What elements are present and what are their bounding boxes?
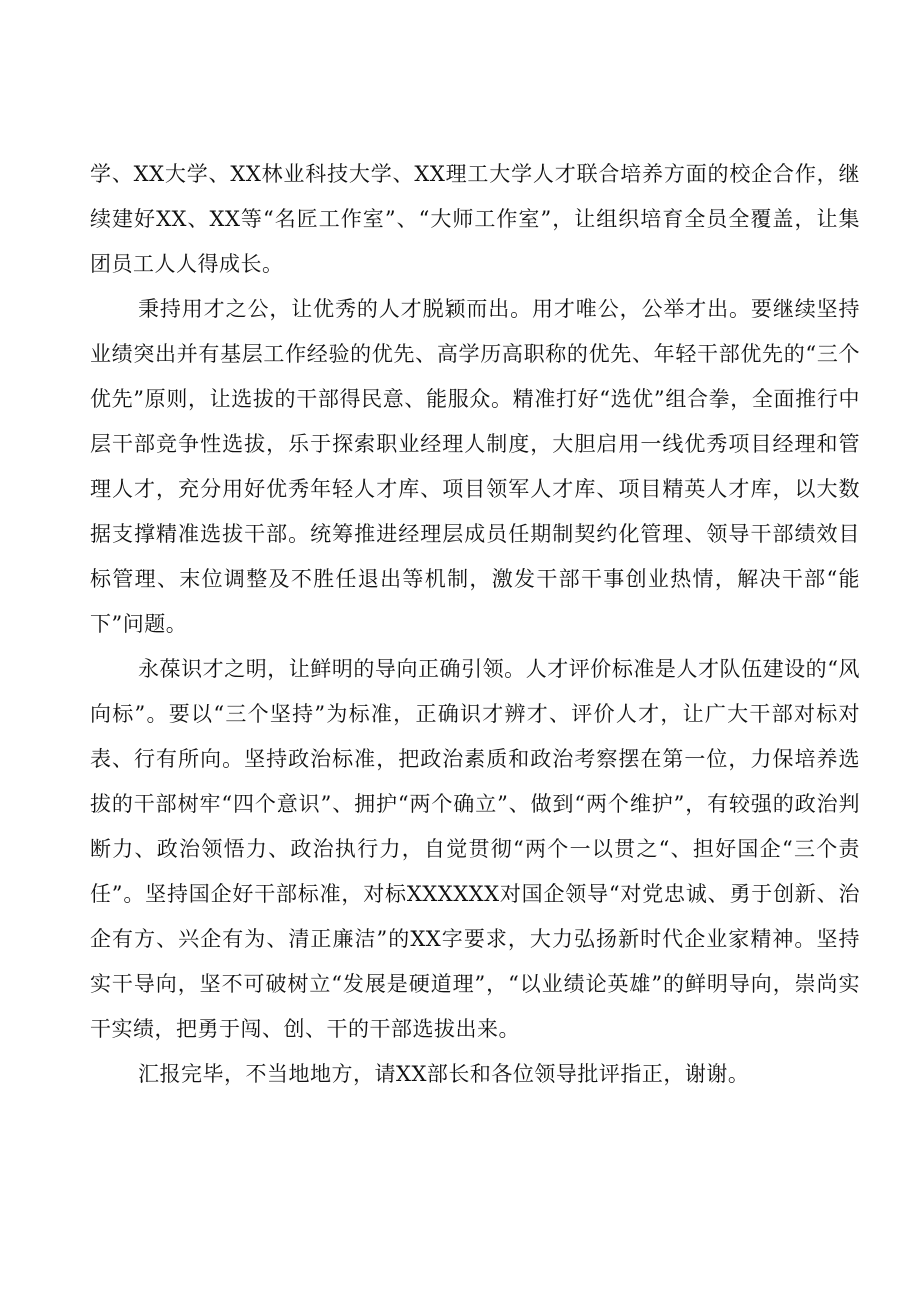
paragraph-closing: 汇报完毕，不当地地方，请XX部长和各位领导批评指正，谢谢。	[138, 1062, 750, 1086]
paragraph-talent-selection: 秉持用才之公，让优秀的人才脱颖而出。用才唯公，公举才出。要继续坚持业绩突出并有基层工作经验的优先、高学历高职称的优先、年轻干部优先的“三个优先”原则，让选拔的干部得民意、能服众。精准打好“选优”组合拳，全面推行中层干部竞争性选拔，乐于探索职业经理人制度，大胆启用一线优秀项目经理和管理人才，充分用好优秀年轻人才库、项目领军人才库、项目精英人才库，以大数据支撑精准选拔干部。统筹推进经理层成员任期制契约化管理、领导干部绩效目标管理、末位调整及不胜任退出等机制，激发干部干事创业热情，解决干部“能下”问题。	[90, 297, 860, 636]
paragraph-continuation: 学、XX大学、XX林业科技大学、XX理工大学人才联合培养方面的校企合作，继续建好XX、XX等“名匠工作室”、“大师工作室”，让组织培育全员全覆盖，让集团员工人人得成长。	[90, 162, 860, 276]
paragraph-talent-evaluation: 永葆识才之明，让鲜明的导向正确引领。人才评价标准是人才队伍建设的“风向标”。要以“三个坚持”为标准，正确识才辨才、评价人才，让广大干部对标对表、行有所向。坚持政治标准，把政治素质和政治考察摆在第一位，力保培养选拔的干部树牢“四个意识”、拥护“两个确立”、做到“两个维护”，有较强的政治判断力、政治领悟力、政治执行力，自觉贯彻“两个一以贯之“、担好国企“三个责任”。坚持国企好干部标准，对标XXXXXX对国企领导“对党忠诚、勇于创新、治企有方、兴企有为、清正廉洁”的XX字要求，大力弘扬新时代企业家精神。坚持实干导向，坚不可破树立“发展是硬道理”，“以业绩论英雄”的鲜明导向，崇尚实干实绩，把勇于闯、创、干的干部选拔出来。	[90, 657, 860, 1041]
document-body	[90, 152, 860, 1097]
